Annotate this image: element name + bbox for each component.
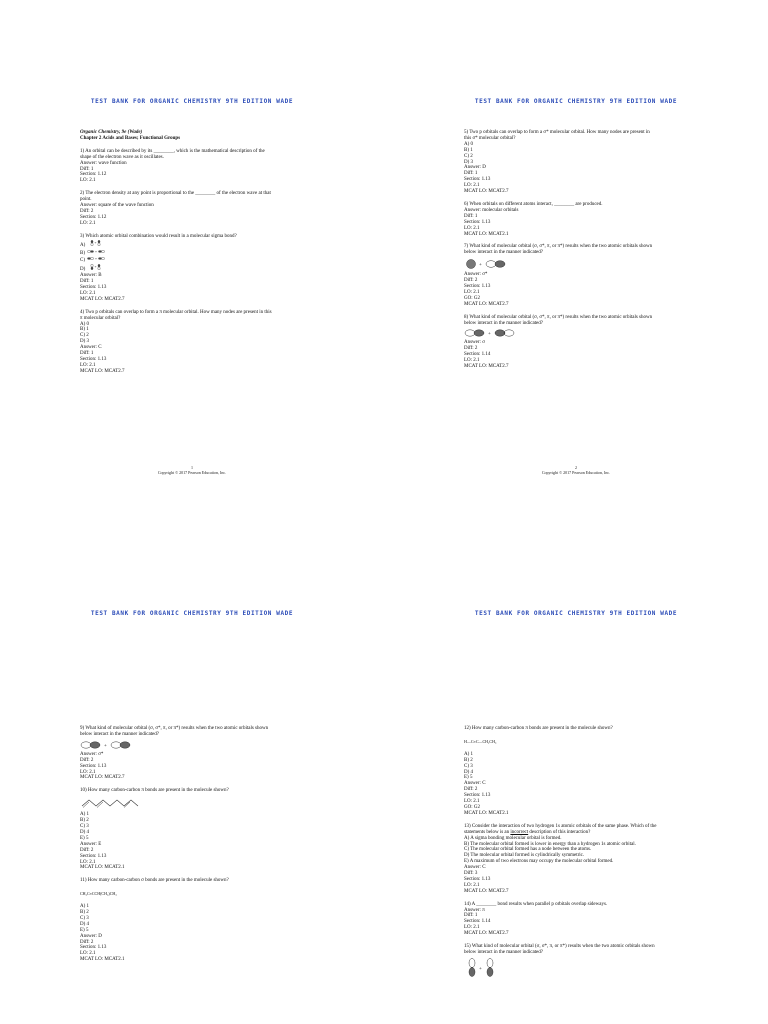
q-line: LO: 2.1 [80, 769, 96, 775]
q-line: Answer: σ* [464, 272, 488, 278]
q-line: Diff: 1 [464, 913, 478, 919]
option-label: D) [80, 267, 86, 273]
q-line: Answer: C [80, 345, 102, 351]
q-line: A) 1 [80, 812, 90, 818]
question-5 [464, 130, 704, 195]
option-b [80, 249, 320, 257]
question-15 [464, 944, 704, 979]
page-number: 2 [575, 465, 577, 470]
page-header: TEST BANK FOR ORGANIC CHEMISTRY 9TH EDITION WADE [90, 98, 294, 105]
q-line: 9) What kind of molecular orbital (σ, σ*, π, or π*) results when the two atomic orbitals shown [80, 726, 269, 731]
q-line: 2) The electron density at any point is proportional to the ________ of the electron wave at that [80, 191, 271, 197]
option-a [80, 240, 320, 249]
q-line: MCAT LO: MCAT2.7 [464, 888, 509, 894]
q-line: E) 5 [464, 775, 473, 781]
q-text: description of this interaction? [528, 829, 591, 835]
q-line: LO: 2.1 [80, 290, 96, 296]
q-line: LO: 2.1 [464, 289, 480, 295]
q-line: D) The molecular orbital formed is cylindrically symmetric. [464, 853, 585, 859]
q-line: 1) An orbital can be described by its ________, which is the mathematical description of the [80, 148, 265, 154]
q-line: Section: 1.13 [464, 876, 491, 882]
q-line: A) 0 [80, 321, 90, 327]
q-line: A) 1 [80, 904, 90, 910]
copyright: Copyright © 2017 Pearson Education, Inc. [157, 470, 227, 475]
question-1 [80, 149, 320, 184]
q-line: 12) How many carbon-carbon π bonds are present in the molecule shown? [464, 726, 613, 731]
question-13 [464, 824, 704, 895]
q-line: A) A sigma bonding molecular orbital is formed. [464, 835, 562, 841]
page-header: TEST BANK FOR ORGANIC CHEMISTRY 9TH EDITION WADE [474, 610, 678, 617]
q-line: Answer: C [464, 865, 486, 871]
svg-text:+: + [94, 265, 97, 270]
q-line: E) 5 [80, 927, 89, 933]
q-line: Diff: 1 [80, 166, 94, 172]
q-line: below interact in the manner indicated? [464, 320, 543, 326]
q-line: Answer: D [464, 165, 486, 171]
q-line: MCAT LO: MCAT2.1 [464, 810, 509, 816]
q-line: C) 3 [80, 824, 89, 830]
q-line: LO: 2.1 [80, 859, 96, 865]
q-line: B) 1 [464, 147, 473, 153]
molecule-formula: CH₃C≡CCH(CH₃)CH₃ [80, 891, 117, 897]
q-line: D) 4 [80, 829, 90, 835]
emphasis-word: incorrect [510, 829, 529, 835]
q-line: MCAT LO: MCAT2.7 [464, 189, 509, 195]
q-line: B) 1 [80, 327, 89, 333]
q-line: Section: 1.14 [464, 919, 491, 925]
page-header: TEST BANK FOR ORGANIC CHEMISTRY 9TH EDITION WADE [474, 98, 678, 105]
question-8 [464, 315, 704, 370]
page-content [80, 130, 320, 375]
q-line: 8) What kind of molecular orbital (σ, σ*, π, or π*) results when the two atomic orbitals shown [464, 314, 653, 320]
q-line: Diff: 1 [464, 171, 478, 177]
q-line: Answer: π [464, 907, 485, 913]
q-line: Answer: B [80, 273, 102, 279]
q-line: A) 1 [464, 751, 474, 757]
q-line: B) 2 [464, 757, 473, 763]
q-line: Answer: D [80, 933, 102, 939]
q-line: MCAT LO: MCAT2.7 [464, 931, 509, 937]
question-2 [80, 191, 320, 226]
molecule-formula: H—C≡C—CH₂CH₃ [464, 738, 497, 744]
q-line: E) 5 [80, 835, 89, 841]
question-14 [464, 902, 704, 937]
q-line: A) 0 [464, 141, 474, 147]
page-footer [384, 465, 768, 475]
q-line: Section: 1.12 [80, 172, 107, 178]
page-2 [384, 0, 768, 512]
vertical-p-orbitals-icon [464, 957, 514, 979]
page-content [80, 726, 320, 963]
q-line: C) 3 [464, 763, 473, 769]
q-line: LO: 2.1 [464, 882, 480, 888]
option-c [80, 256, 320, 264]
q-line: LO: 2.1 [464, 799, 480, 805]
q-line: Answer: C [464, 781, 486, 787]
q-line: 14) A ________ bond results when parallel p orbitals overlap sideways. [464, 901, 608, 907]
q-line: Section: 1.13 [80, 763, 107, 769]
q-line: below interact in the manner indicated? [80, 731, 159, 737]
q-line: GO: G2 [464, 804, 480, 810]
q-line: MCAT LO: MCAT2.1 [80, 865, 125, 871]
q-line: B) 2 [80, 818, 89, 824]
q-line: Diff: 3 [464, 871, 478, 877]
p-plus-p-orbital-icon [464, 327, 534, 339]
svg-text:+: + [95, 249, 98, 254]
q-line: 4) Two p orbitals can overlap to form a π molecular orbital. How many nodes are present in this [80, 309, 272, 315]
book-title: Organic Chemistry, 9e (Wade) [80, 130, 143, 135]
q-line: Section: 1.12 [80, 214, 107, 220]
q-line: MCAT LO: MCAT2.7 [80, 775, 125, 781]
chapter-title: Chapter 2 Acids and Bases; Functional Groups [80, 135, 181, 141]
q-line: Diff: 2 [80, 757, 94, 763]
svg-text:+: + [95, 257, 98, 262]
q-line: D) 3 [80, 339, 90, 345]
svg-text:+: + [94, 240, 97, 245]
q-line: shape of the electron wave as it oscillates. [80, 154, 164, 160]
q-line: D) 4 [80, 921, 90, 927]
skeletal-structure-icon [80, 795, 150, 811]
q-line: 5) Two p orbitals can overlap to form a σ* molecular orbital. How many nodes are present in [464, 130, 650, 135]
q-line: LO: 2.1 [80, 951, 96, 957]
q-line: Diff: 2 [464, 787, 478, 793]
q-line: Answer: molecular orbitals [464, 207, 519, 213]
q-line: Answer: square of the wave function [80, 203, 154, 209]
q-line: Diff: 2 [464, 346, 478, 352]
q-line: Diff: 1 [80, 351, 94, 357]
q-line: C) 3 [80, 915, 89, 921]
question-6 [464, 202, 704, 237]
q-line: Diff: 2 [80, 939, 94, 945]
p-orbitals-side-by-side-icon [87, 264, 107, 270]
question-9 [80, 726, 320, 781]
q-line: LO: 2.1 [80, 220, 96, 226]
q-line: Section: 1.13 [464, 793, 491, 799]
q-line: MCAT LO: MCAT2.1 [464, 231, 509, 237]
p-plus-p-orbital-icon [80, 739, 150, 751]
q-line: Section: 1.13 [464, 284, 491, 290]
q-line: D) 4 [464, 769, 474, 775]
q-line: LO: 2.1 [464, 225, 480, 231]
q-line: C) The molecular orbital formed has a node between the atoms. [464, 847, 592, 853]
q-line: Diff: 2 [464, 278, 478, 284]
q-line: Answer: σ* [80, 751, 104, 757]
copyright: Copyright © 2017 Pearson Education, Inc. [541, 470, 611, 475]
q-line: Section: 1.13 [80, 853, 107, 859]
q-line: B) The molecular orbital formed is lower in energy than a hydrogen 1s atomic orbital. [464, 841, 636, 847]
q-line: Section: 1.13 [80, 285, 107, 291]
q-line: 3) Which atomic orbital combination would result in a molecular sigma bond? [80, 233, 237, 239]
option-label: A) [80, 242, 86, 248]
q-line: below interact in the manner indicated? [464, 950, 543, 955]
svg-text:+: + [104, 743, 107, 749]
option-label: B) [80, 250, 85, 256]
q-line: 15) What kind of molecular orbital (σ, σ*, π, or π*) results when the two atomic orbitals shown [464, 944, 655, 950]
question-3 [80, 234, 320, 303]
q-line: below interact in the manner indicated? [464, 250, 543, 256]
q-line: 10) How many carbon-carbon π bonds are present in the molecule shown? [80, 788, 229, 794]
q-line: Section: 1.13 [80, 945, 107, 951]
question-12 [464, 726, 704, 817]
svg-text:+: + [488, 332, 491, 338]
s-plus-p-orbital-icon [464, 257, 524, 271]
q-line: LO: 2.1 [464, 925, 480, 931]
q-line: D) 3 [464, 159, 474, 165]
q-line: LO: 2.1 [464, 358, 480, 364]
q-line: Diff: 2 [80, 208, 94, 214]
q-line: C) 2 [464, 153, 473, 159]
q-line: Section: 1.13 [464, 177, 491, 183]
svg-text:+: + [479, 263, 482, 269]
page-content [464, 130, 704, 370]
question-7 [464, 244, 704, 307]
q-line: 7) What kind of molecular orbital (σ, σ*, π, or π*) results when the two atomic orbitals shown [464, 244, 653, 250]
q-line: Answer: σ [464, 340, 485, 346]
q-line: π molecular orbital? [80, 315, 121, 321]
q-line: 11) How many carbon-carbon σ bonds are present in the molecule shown? [80, 878, 229, 884]
q-line: LO: 2.1 [80, 178, 96, 184]
q-line: GO: G2 [464, 295, 480, 301]
question-10 [80, 788, 320, 871]
question-11 [80, 878, 320, 963]
q-line: 6) When orbitals on different atoms interact, ________ are produced. [464, 201, 603, 207]
q-line: Section: 1.14 [464, 352, 491, 358]
q-line: MCAT LO: MCAT2.7 [464, 301, 509, 307]
q-line: Diff: 1 [464, 213, 478, 219]
svg-text:+: + [479, 966, 482, 972]
question-4 [80, 310, 320, 375]
p-orbitals-end-on-icon [86, 249, 110, 254]
q-line: LO: 2.1 [464, 183, 480, 189]
q-line: Answer: wave function [80, 160, 127, 166]
q-line: 13) Consider the interaction of two hydrogen 1s atomic orbitals of the same phase. Which of the [464, 823, 657, 829]
page-4 [384, 512, 768, 1024]
q-line: this σ* molecular orbital? [464, 135, 516, 141]
page-footer [0, 465, 384, 475]
q-line: MCAT LO: MCAT2.7 [464, 364, 509, 370]
q-line: MCAT LO: MCAT2.7 [80, 368, 125, 374]
q-line: Diff: 1 [80, 279, 94, 285]
q-line: Section: 1.13 [80, 357, 107, 362]
q-line: LO: 2.1 [80, 362, 96, 368]
q-text: statements below is an [464, 829, 511, 835]
q-line: Answer: E [80, 841, 102, 847]
page-header: TEST BANK FOR ORGANIC CHEMISTRY 9TH EDITION WADE [90, 610, 294, 617]
q-line: Section: 1.13 [464, 219, 491, 225]
option-d [80, 264, 320, 273]
page-content [464, 726, 704, 980]
page-number: 1 [191, 465, 193, 470]
q-line: MCAT LO: MCAT2.1 [80, 957, 125, 963]
q-line: C) 2 [80, 333, 89, 339]
q-line: B) 2 [80, 910, 89, 916]
q-line: Diff: 2 [80, 847, 94, 853]
page-3 [0, 512, 384, 1024]
q-line: MCAT LO: MCAT2.7 [80, 296, 125, 302]
q-line: E) A maximum of two electrons may occupy the molecular orbital formed. [464, 859, 614, 865]
page-1 [0, 0, 384, 512]
option-label: C) [80, 258, 85, 264]
p-orbitals-side-by-side-icon [87, 240, 107, 246]
q-line: point. [80, 197, 92, 203]
p-orbitals-end-on-icon [86, 256, 110, 261]
